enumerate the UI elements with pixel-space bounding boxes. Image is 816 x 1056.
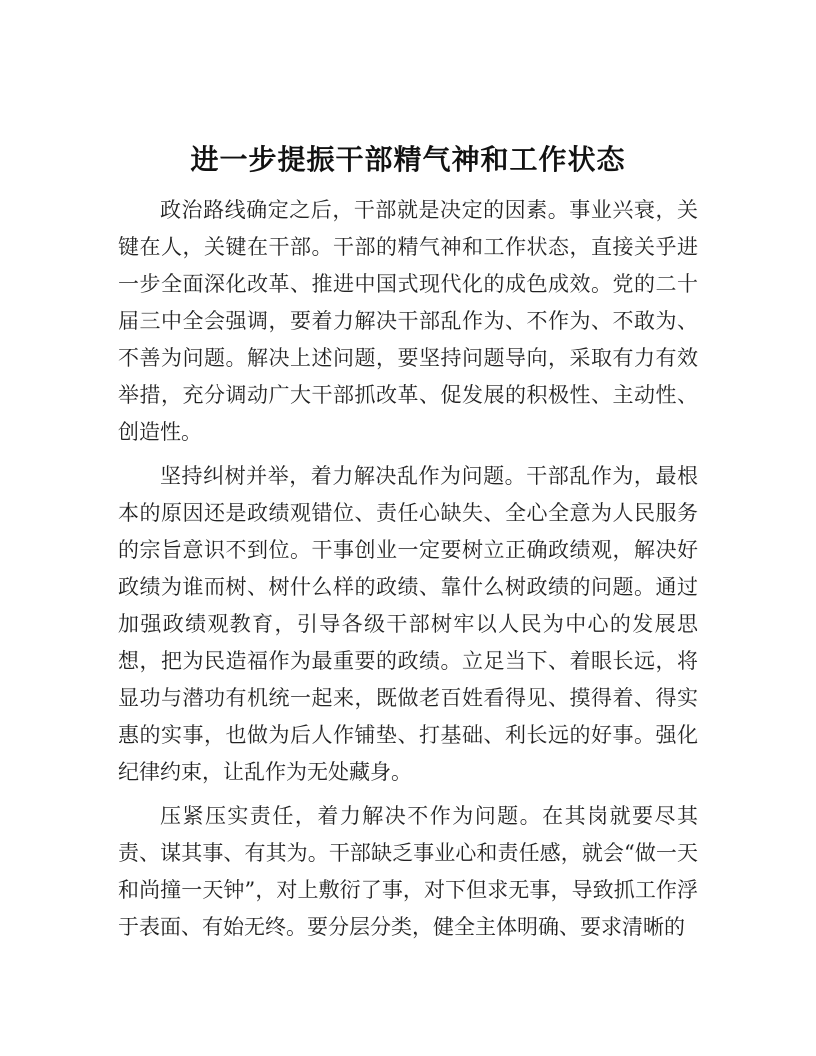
paragraph: 政治路线确定之后，干部就是决定的因素。事业兴衰，关键在人，关键在干部。干部的精气神和工作状态，直接关乎进一步全面深化改革、推进中国式现代化的成色成效。党的二十届三中全会强调，要着力解决干部乱作为、不作为、不敢为、不善为问题。解决上述问题，要坚持问题导向，采取有力有效举措，充分调动广大干部抓改革、促发展的积极性、主动性、创造性。 (118, 198, 698, 444)
paragraph: 压紧压实责任，着力解决不作为问题。在其岗就要尽其责、谋其事、有其为。干部缺乏事业心和责任感，就会“做一天和尚撞一天钟”，对上敷衍了事，对下但求无事，导致抓工作浮于表面、有始无终。要分层分类，健全主体明确、要求清晰的 (118, 804, 698, 939)
document-body (118, 192, 698, 953)
document-title: 进一步提振干部精气神和工作状态 (190, 143, 626, 176)
paragraph: 坚持纠树并举，着力解决乱作为问题。干部乱作为，最根本的原因还是政绩观错位、责任心缺失、全心全意为人民服务的宗旨意识不到位。干事创业一定要树立正确政绩观，解决好政绩为谁而树、树什么样的政绩、靠什么树政绩的问题。通过加强政绩观教育，引导各级干部树牢以人民为中心的发展思想，把为民造福作为最重要的政绩。立足当下、着眼长远，将显功与潜功有机统一起来，既做老百姓看得见、摸得着、得实惠的实事，也做为后人作铺垫、打基础、利长远的好事。强化纪律约束，让乱作为无处藏身。 (118, 464, 698, 784)
